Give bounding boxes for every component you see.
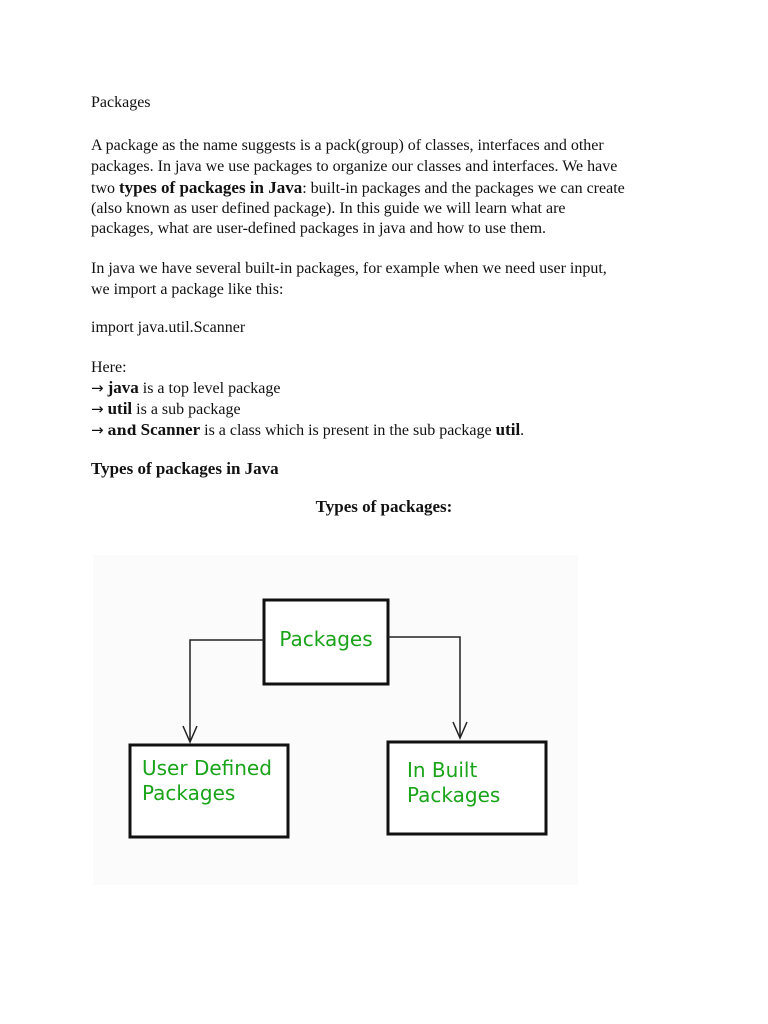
right-arrow-icon: → <box>91 421 104 439</box>
user-defined-label-line1: User Defined <box>142 756 272 780</box>
bullet-scanner-and: and <box>107 423 137 439</box>
para2-line1: In java we have several built-in packages, for example when we need user input, <box>91 260 607 277</box>
diagram-svg <box>93 555 578 885</box>
bullet-scanner-bold: Scanner <box>140 420 201 439</box>
import-statement: import java.util.Scanner <box>91 319 246 336</box>
para1-line3-pre: two <box>91 180 119 197</box>
page-title: Packages <box>91 94 151 111</box>
bullet-java <box>91 378 280 399</box>
types-of-packages-bold: types of packages in Java <box>119 178 303 197</box>
right-arrow-icon: → <box>91 379 104 397</box>
para1-line5: packages, what are user-defined packages in java and how to use them. <box>91 220 547 237</box>
user-defined-label-line2: Packages <box>142 781 236 805</box>
root-box-label: Packages <box>279 627 373 651</box>
bullet-scanner-util-bold: util <box>495 420 521 439</box>
bullet-util-text: is a sub package <box>132 401 241 418</box>
diagram-caption: Types of packages: <box>315 497 453 516</box>
left-connector <box>190 640 264 740</box>
para1-line4: (also known as user defined package). In this guide we will learn what are <box>91 200 566 217</box>
bullet-util-bold: util <box>107 399 133 418</box>
bullet-scanner <box>91 420 524 441</box>
para2-line2: we import a package like this: <box>91 281 284 298</box>
para1-line2: packages. In java we use packages to organize our classes and interfaces. We have <box>91 158 618 175</box>
bullet-scanner-period: . <box>520 422 525 439</box>
para1-line1: A package as the name suggests is a pack(group) of classes, interfaces and other <box>91 137 604 154</box>
para1-line3 <box>91 178 625 199</box>
package-types-diagram <box>93 555 578 885</box>
here-label: Here: <box>91 359 127 376</box>
right-arrow-icon: → <box>91 400 104 418</box>
bullet-java-text: is a top level package <box>138 380 281 397</box>
in-built-label-line2: Packages <box>407 783 501 807</box>
bullet-java-bold: java <box>107 378 139 397</box>
bullet-scanner-text: is a class which is present in the sub package <box>200 422 496 439</box>
bullet-util <box>91 399 241 420</box>
section-heading: Types of packages in Java <box>91 459 279 478</box>
right-connector <box>388 637 460 736</box>
in-built-label-line1: In Built <box>407 758 478 782</box>
para1-line3-post: : built-in packages and the packages we can create <box>302 180 625 197</box>
